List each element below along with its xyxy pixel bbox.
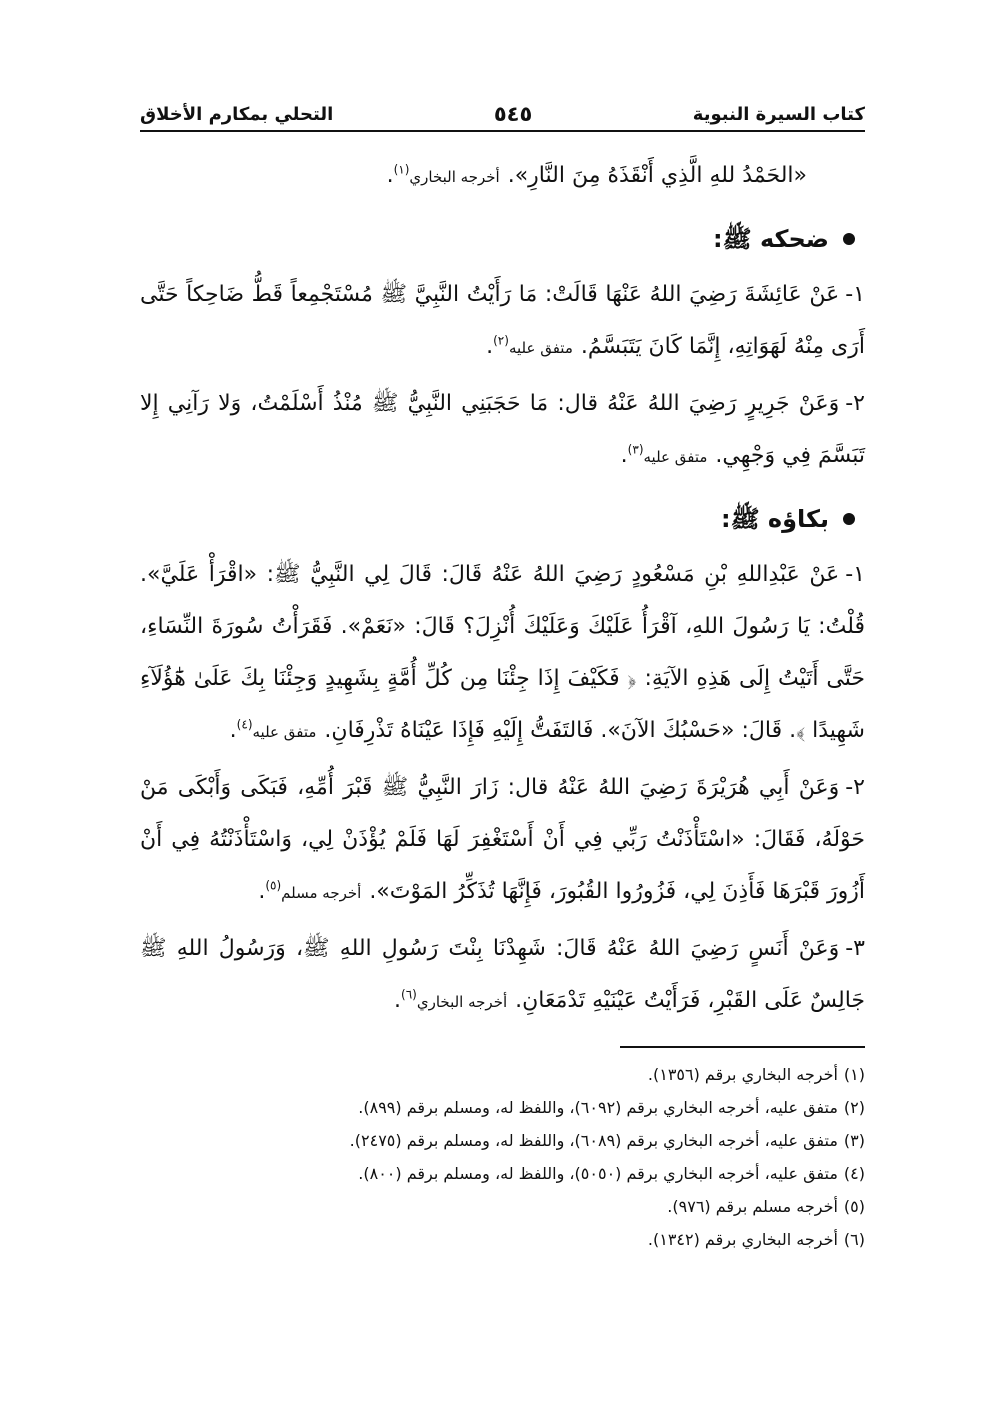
footnote [140,1058,865,1091]
footnote-text: أخرجه مسلم برقم (٩٧٦). [667,1197,838,1216]
footnote-number: (٣) [843,1131,865,1150]
item-end: . [394,988,402,1013]
bullet-icon [843,513,855,525]
intro-source: أخرجه البخاري [409,168,500,186]
hadith-item [140,923,865,1028]
footnote-number: (٥) [843,1197,865,1216]
item-source: أخرجه مسلم [281,884,362,902]
footnote-ref: (١) [393,162,410,177]
item-source: متفق عليه [508,339,573,357]
intro-end: . [386,163,394,188]
item-number: ١- [845,282,865,307]
footnote-text: أخرجه البخاري برقم (١٣٤٢). [647,1230,838,1249]
item-number: ٣- [845,936,865,961]
footnote-number: (١) [843,1065,865,1084]
footnote-ref: (٦) [401,987,417,1002]
section-heading-weeping [140,493,865,545]
footnote-divider [620,1046,865,1048]
section-heading-laughter [140,213,865,265]
footnote [140,1190,865,1223]
footnote-number: (٦) [843,1230,865,1249]
item-number: ٢- [845,775,865,800]
item-source: متفق عليه [643,448,708,466]
item-text: عَنْ عَائِشَةَ رَضِيَ اللهُ عَنْهَا قَالَتْ: مَا رَأَيْتُ النَّبِيَّ ﷺ مُسْتَجْمِعاً قَطُّ ضَاحِكاً حَتَّى أَرَى مِنْهُ لَهَوَاتِهِ، إِنَّمَا كَانَ يَتَبَسَّمُ. [140,282,865,359]
hadith-item [140,269,865,374]
page-number: ٥٤٥ [493,102,533,126]
footnote [140,1124,865,1157]
hadith-item [140,378,865,483]
item-end: . [229,718,237,743]
footnote-text: أخرجه البخاري برقم (١٣٥٦). [647,1065,838,1084]
chapter-title: التحلي بمكارم الأخلاق [140,103,334,125]
item-end: . [620,443,628,468]
section-heading-text: ضحكه ﷺ: [713,225,829,253]
footnote-ref: (٣) [627,442,644,457]
footnote [140,1091,865,1124]
item-text: وَعَنْ جَرِيرٍ رَضِيَ اللهُ عَنْهُ قال: مَا حَجَبَنِي النَّبِيُّ ﷺ مُنْذُ أَسْلَمْتُ، وَلا رَآنِي إِلا تَبَسَّمَ فِي وَجْهِي. [140,391,865,468]
item-text: عَنْ عَبْدِاللهِ بْنِ مَسْعُودٍ رَضِيَ اللهُ عَنْهُ قَالَ: قَالَ لِي النَّبِيُّ ﷺ: «اقْرَأْ عَلَيَّ». قُلْتُ: يَا رَسُولَ اللهِ، آقْرَأُ عَلَيْكَ وَعَلَيْكَ أُنْزِلَ؟ قَالَ: «نَعَمْ». فَقَرَأْتُ سُورَةَ النِّسَاءِ، حَتَّى أَتَيْتُ إِلَى هَذِهِ الآيَةِ: ﴿ فَكَيْفَ إِذَا جِئْنَا مِن كُلِّ أُمَّةٍ بِشَهِيدٍ وَجِئْنَا بِكَ عَلَىٰ هَٰٓؤُلَآءِ شَهِيدًا ﴾. قَالَ: «حَسْبُكَ الآنَ». فَالتَفَتُّ إِلَيْهِ فَإِذَا عَيْنَاهُ تَذْرِفَانِ. [140,562,865,743]
item-number: ١- [845,562,865,587]
footnote-number: (٢) [843,1098,865,1117]
item-text: وَعَنْ أَبِي هُرَيْرَةَ رَضِيَ اللهُ عَنْهُ قال: زَارَ النَّبِيُّ ﷺ قَبْرَ أُمِّهِ، فَبَكَى وَأَبْكَى مَنْ حَوْلَهُ، فَقَالَ: «اسْتَأْذَنْتُ رَبِّي فِي أَنْ أَسْتَغْفِرَ لَهَا فَلَمْ يُؤْذَنْ لِي، وَاسْتَأْذَنْتُهُ فِي أَنْ أَزُورَ قَبْرَهَا فَأَذِنَ لِي، فَزُورُوا القُبُورَ، فَإِنَّهَا تُذَكِّرُ المَوْتَ». [140,775,865,904]
running-header [140,98,865,132]
footnote-text: متفق عليه، أخرجه البخاري برقم (٦٠٩٢)، واللفظ له، ومسلم برقم (٨٩٩). [358,1098,838,1117]
hadith-item [140,549,865,758]
page-body [140,150,865,1256]
item-number: ٢- [845,391,865,416]
bullet-icon [843,233,855,245]
footnote [140,1223,865,1256]
footnote-ref: (٢) [493,333,509,348]
footnote [140,1157,865,1190]
item-end: . [486,334,494,359]
item-end: . [258,879,266,904]
item-source: متفق عليه [252,723,317,741]
footnote-number: (٤) [843,1164,865,1183]
book-title: كتاب السيرة النبوية [692,103,865,125]
footnote-ref: (٤) [236,717,253,732]
item-source: أخرجه البخاري [416,993,508,1011]
footnote-ref: (٥) [265,878,282,893]
footnote-text: متفق عليه، أخرجه البخاري برقم (٥٠٥٠)، واللفظ له، ومسلم برقم (٨٠٠). [358,1164,838,1183]
item-text: وَعَنْ أَنَسٍ رَضِيَ اللهُ عَنْهُ قَالَ: شَهِدْنَا بِنْتَ رَسُولِ اللهِ ﷺ، وَرَسُولُ اللهِ ﷺ جَالِسٌ عَلَى القَبْرِ، فَرَأَيْتُ عَيْنَيْهِ تَدْمَعَانِ. [140,936,865,1013]
intro-paragraph [140,150,865,203]
intro-text: «الحَمْدُ للهِ الَّذِي أَنْقَذَهُ مِنَ النَّارِ». [507,163,807,188]
section-heading-text: بكاؤه ﷺ: [720,505,829,533]
hadith-item [140,762,865,919]
footnote-text: متفق عليه، أخرجه البخاري برقم (٦٠٨٩)، واللفظ له، ومسلم برقم (٢٤٧٥). [349,1131,838,1150]
